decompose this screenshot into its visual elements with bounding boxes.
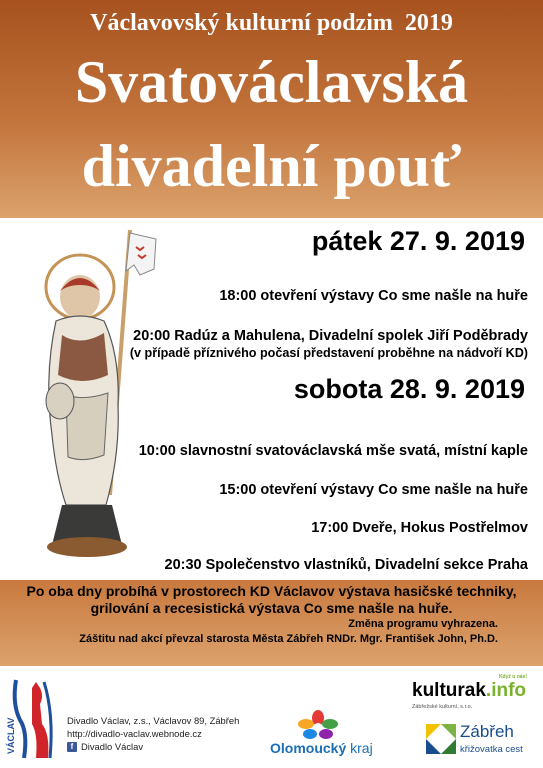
festival-name: Václavovský kulturní podzim 2019 xyxy=(90,10,453,36)
st-wenceslas-statue-image xyxy=(22,225,162,565)
zabreh-logo xyxy=(424,718,539,764)
divadlo-vaclav-logo xyxy=(6,674,60,762)
title-line-1: Svatováclavská xyxy=(74,49,469,115)
facebook-link[interactable] xyxy=(67,740,239,753)
info-line-1: Po oba dny probíhá v prostorech KD Václavov výstava hasičské techniky, xyxy=(26,583,517,599)
zabreh-crossroads-icon xyxy=(426,724,456,754)
event-item: 10:00 slavnostní svatováclavská mše svatá, místní kaple xyxy=(138,443,528,459)
kulturak-bubble: Když u nás! xyxy=(498,674,527,680)
website-link[interactable]: http://divadlo-vaclav.webnode.cz xyxy=(67,728,202,739)
kulturak-subtitle: Zábřežské kulturní, s.r.o. xyxy=(412,704,473,710)
olomoucky-kraj-logo xyxy=(268,710,403,766)
title-line-2: divadelní pouť xyxy=(81,133,462,199)
event-item: 20:00 Radúz a Mahulena, Divadelní spolek Jiří Poděbrady xyxy=(133,328,528,344)
day-2-date: sobota 28. 9. 2019 xyxy=(293,374,525,404)
header-banner xyxy=(0,0,543,218)
patronage-note: Záštitu nad akcí převzal starosta Města Zábřeh RNDr. Mgr. František John, Ph.D. xyxy=(79,633,498,645)
kulturak-logo xyxy=(412,676,537,716)
address: Divadlo Václav, z.s., Václavov 89, Zábřeh xyxy=(67,715,240,726)
olomoucky-kraj-name: Olomoucký kraj xyxy=(270,740,373,756)
day-1-date: pátek 27. 9. 2019 xyxy=(311,226,525,256)
info-banner xyxy=(0,580,543,666)
facebook-name: Divadlo Václav xyxy=(81,741,144,752)
facebook-icon: f xyxy=(67,742,77,752)
info-line-2: grilování a recesistická výstava Co sme našle na huře. xyxy=(90,600,453,616)
olomoucky-kraj-flower-icon xyxy=(288,710,348,742)
event-item: 18:00 otevření výstavy Co sme našle na huře xyxy=(219,288,528,304)
event-note: (v případě příznivého počasí představení proběhne na nádvoří KD) xyxy=(129,346,528,360)
program-change-note: Změna programu vyhrazena. xyxy=(348,618,498,630)
logo-text: VÁCLAV xyxy=(6,717,16,754)
event-item: 17:00 Dveře, Hokus Postřelmov xyxy=(311,520,528,536)
event-item: 15:00 otevření výstavy Co sme našle na huře xyxy=(219,482,528,498)
zabreh-slogan: křižovatka cest xyxy=(460,744,523,755)
zabreh-name: Zábřeh xyxy=(460,722,514,741)
kulturak-name: kulturak.info xyxy=(412,680,527,701)
contact-info xyxy=(67,714,239,753)
event-item: 20:30 Společenstvo vlastníků, Divadelní sekce Praha xyxy=(164,557,528,573)
footer xyxy=(0,666,543,768)
